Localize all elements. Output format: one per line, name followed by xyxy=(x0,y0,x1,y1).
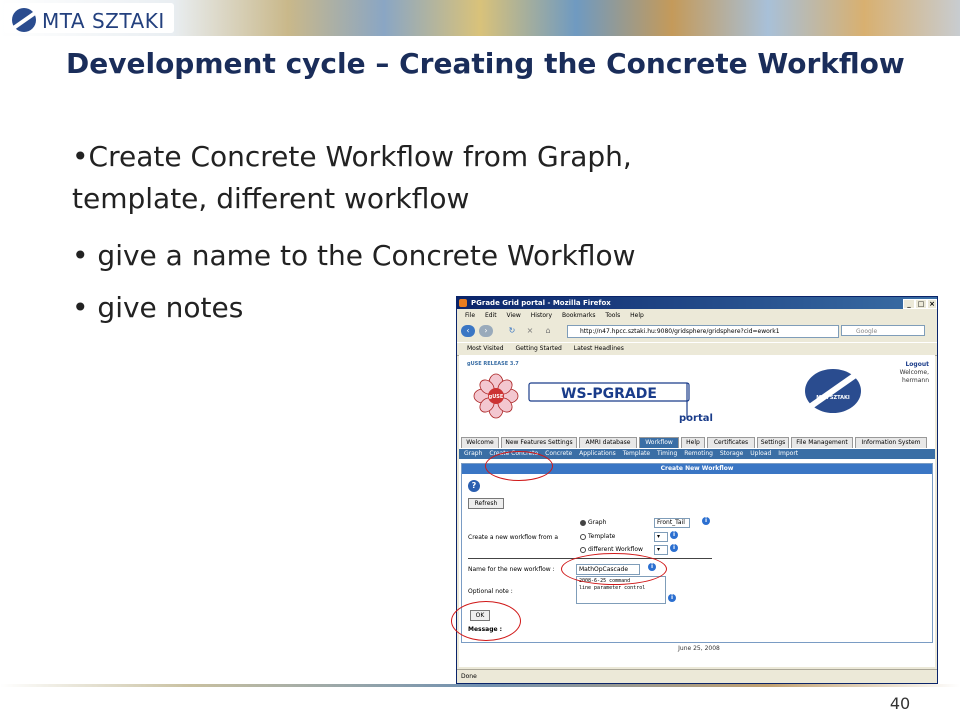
tab-welcome[interactable]: Welcome xyxy=(461,437,499,448)
create-workflow-panel xyxy=(461,463,933,643)
subtab-upload[interactable]: Upload xyxy=(750,450,772,457)
badge-text: MTA SZTAKI xyxy=(816,395,850,401)
radio-graph[interactable] xyxy=(580,520,586,526)
subtab-graph[interactable]: Graph xyxy=(464,450,483,457)
workflow-select[interactable]: ▾ xyxy=(654,545,668,555)
menu-tools[interactable]: Tools xyxy=(605,312,621,319)
welcome-text xyxy=(869,369,929,385)
info-icon[interactable]: i xyxy=(648,563,656,571)
tab-amri[interactable]: AMRI database xyxy=(579,437,637,448)
tab-new-features[interactable]: New Features Settings xyxy=(501,437,577,448)
footer-line xyxy=(0,684,960,687)
tab-workflow[interactable]: Workflow xyxy=(639,437,679,448)
sztaki-badge xyxy=(805,369,861,413)
option-different-workflow-label: different Workflow xyxy=(588,546,643,553)
note-textarea[interactable]: 2008-6-25 command line parameter control xyxy=(576,576,666,604)
highlight-circle xyxy=(561,553,667,585)
menu-bar xyxy=(457,310,937,321)
portal-tabs xyxy=(461,437,935,449)
browser-window xyxy=(456,296,938,684)
minimize-icon[interactable]: _ xyxy=(903,299,915,309)
template-select[interactable]: ▾ xyxy=(654,532,668,542)
radio-different-workflow[interactable] xyxy=(580,547,586,553)
bullet-item: • give a name to the Concrete Workflow xyxy=(72,239,636,272)
ws-pgrade-text: WS-PGRADE xyxy=(561,386,657,402)
status-text: Done xyxy=(461,673,477,680)
forward-icon[interactable]: › xyxy=(479,325,493,337)
sztaki-logo-icon xyxy=(12,8,36,32)
subtab-applications[interactable]: Applications xyxy=(579,450,616,457)
menu-file[interactable]: File xyxy=(465,312,476,319)
note-label: Optional note : xyxy=(468,588,513,595)
menu-help[interactable]: Help xyxy=(630,312,644,319)
release-label: gUSE RELEASE 3.7 xyxy=(467,361,519,367)
maximize-icon[interactable]: □ xyxy=(915,299,927,309)
subtab-concrete[interactable]: Concrete xyxy=(545,450,573,457)
subtab-storage[interactable]: Storage xyxy=(719,450,744,457)
subtab-import[interactable]: Import xyxy=(778,450,799,457)
tab-settings[interactable]: Settings xyxy=(757,437,789,448)
welcome-label: Welcome, xyxy=(899,369,929,376)
status-bar xyxy=(457,669,937,683)
page-content xyxy=(459,355,935,667)
refresh-button[interactable]: Refresh xyxy=(468,498,504,509)
logout-link[interactable]: Logout xyxy=(905,361,929,368)
create-from-label: Create a new workflow from a xyxy=(468,534,559,541)
tab-help[interactable]: Help xyxy=(681,437,705,448)
back-icon[interactable]: ‹ xyxy=(461,325,475,337)
sztaki-logo xyxy=(4,3,174,33)
stop-icon[interactable]: × xyxy=(526,326,534,335)
guse-text: gUSE xyxy=(488,394,504,400)
info-icon[interactable]: i xyxy=(670,531,678,539)
portal-text: portal xyxy=(679,413,713,424)
page-date: June 25, 2008 xyxy=(678,645,720,652)
tab-information-system[interactable]: Information System xyxy=(855,437,927,448)
highlight-circle xyxy=(451,601,521,641)
panel-title: Create New Workflow xyxy=(462,464,932,474)
search-input[interactable]: Google xyxy=(841,325,925,336)
name-label: Name for the new workflow : xyxy=(468,566,555,573)
menu-view[interactable]: View xyxy=(506,312,521,319)
info-icon[interactable]: i xyxy=(702,517,710,525)
info-icon[interactable]: i xyxy=(668,594,676,602)
ws-pgrade-logo xyxy=(529,379,713,427)
bullet-item: •Create Concrete Workflow from Graph, template, different workflow xyxy=(72,140,632,215)
subtab-create-concrete[interactable]: Create Concrete xyxy=(489,450,539,457)
home-icon[interactable]: ⌂ xyxy=(545,326,551,335)
top-banner xyxy=(0,0,960,36)
menu-edit[interactable]: Edit xyxy=(484,312,497,319)
close-icon[interactable]: × xyxy=(927,299,937,309)
subtab-timing[interactable]: Timing xyxy=(657,450,678,457)
logo-text: MTA SZTAKI xyxy=(42,9,165,33)
ok-button[interactable]: OK xyxy=(470,610,490,621)
window-titlebar xyxy=(457,297,937,309)
reload-icon[interactable]: ↻ xyxy=(508,326,516,335)
firefox-icon xyxy=(459,299,467,307)
radio-template[interactable] xyxy=(580,534,586,540)
bookmark-getting-started[interactable]: Getting Started xyxy=(515,345,562,352)
tab-file-management[interactable]: File Management xyxy=(791,437,853,448)
bullet-item: • give notes xyxy=(72,291,244,324)
window-title: PGrade Grid portal - Mozilla Firefox xyxy=(471,299,611,307)
menu-bookmarks[interactable]: Bookmarks xyxy=(561,312,596,319)
option-template-label: Template xyxy=(588,533,616,540)
guse-logo xyxy=(473,373,519,419)
graph-select[interactable]: Front_Tail xyxy=(654,518,690,528)
workflow-name-input[interactable]: MathOpCascade xyxy=(576,564,640,575)
bookmark-latest-headlines[interactable]: Latest Headlines xyxy=(573,345,624,352)
info-icon[interactable]: i xyxy=(670,544,678,552)
help-icon[interactable]: ? xyxy=(468,480,480,492)
url-bar[interactable]: http://n47.hpcc.sztaki.hu:9080/gridsphere/gridsphere?cid=ework1 xyxy=(567,325,839,338)
navigation-toolbar xyxy=(457,322,937,340)
highlight-circle xyxy=(485,451,553,481)
menu-history[interactable]: History xyxy=(530,312,553,319)
tab-certificates[interactable]: Certificates xyxy=(707,437,755,448)
page-number: 40 xyxy=(889,694,911,713)
option-graph-label: Graph xyxy=(588,519,607,526)
subtab-remoting[interactable]: Remoting xyxy=(684,450,713,457)
slide-title: Development cycle – Creating the Concrete Workflow xyxy=(66,47,905,80)
username: hermann xyxy=(902,377,929,384)
bookmark-most-visited[interactable]: Most Visited xyxy=(467,345,504,352)
subtab-template[interactable]: Template xyxy=(622,450,651,457)
bookmarks-toolbar xyxy=(457,342,937,356)
message-label: Message : xyxy=(468,626,503,633)
